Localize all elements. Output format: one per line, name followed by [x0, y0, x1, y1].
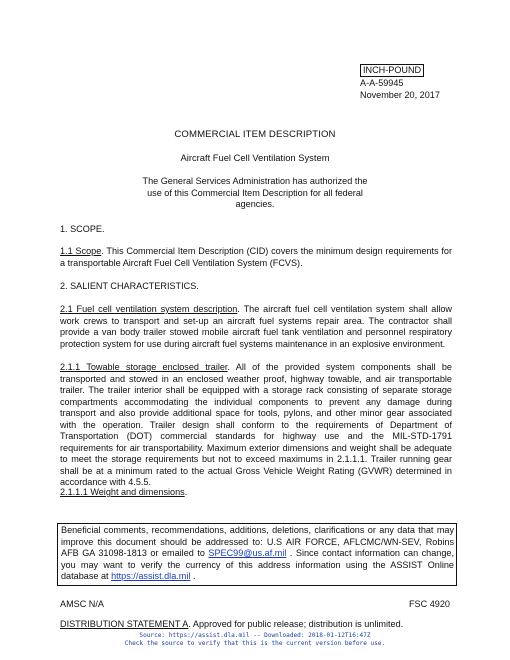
amsc-label: AMSC N/A [60, 599, 104, 609]
comments-box: Beneficial comments, recommendations, additions, deletions, clarifications or any data that may improve this document should be addressed to: U.S AIR FORCE, AFLCMC/WN-SEV, Robins AFB GA 31098-1813 or emailed to SPEC99@us.af.mil . Since contact information can change, you may want to verify the currency of this address information using the ASSIST Online database at https://assist.dla.mil . [57, 523, 457, 586]
section-1-1 [60, 246, 452, 269]
page-subtitle: Aircraft Fuel Cell Ventilation System [180, 152, 330, 163]
page-title: COMMERCIAL ITEM DESCRIPTION [174, 129, 336, 140]
section-2-1-1 [60, 362, 452, 489]
distribution-label: DISTRIBUTION STATEMENT A [60, 619, 189, 629]
inch-pound-label: INCH-POUND [360, 64, 424, 77]
distribution-statement [60, 619, 460, 631]
verify-line: Check the source to verify that this is the current version before use. [124, 640, 386, 647]
section-2-1-1-label: 2.1.1 Towable storage enclosed trailer [60, 362, 228, 372]
section-2-1-1-text: . All of the provided system components shall be transported and stowed in an enclosed weather proof, highway towable, and air transportable trailer. The trailer interior shall be equipped with a storage rack consisting of separate storage compartments accommodating the individual components to prevent any damage during transport and also provide additional space for tools, pylons, and other minor gear associated with the operation. Trailer design shall conform to the requirements of Department of Transportation (DOT) commercial standards for highway use and the MIL-STD-1791 requirements for air transportability. Maximum exterior dimensions and weight shall be adequate to meet the storage requirements but not to exceed maximums in 2.1.1.1. Trailer running gear shall be at a minimum rated to the actual Gross Vehicle Weight Rating (GVWR) determined in accordance with 4.5.5. [60, 362, 452, 487]
authorization-note: The General Services Administration has authorized the use of this Commercial Item Description for all federal agencies. [142, 176, 368, 209]
contact-email-link[interactable]: SPEC99@us.af.mil [208, 548, 287, 558]
scope-heading: 1. SCOPE. [60, 224, 105, 234]
section-2-1-text: . The aircraft fuel cell ventilation system shall allow work crews to transport and set-up an aircraft fuel systems repair area. The contractor shall provide a van body trailer stowed mobile aircraft fuel tank ventilation and personnel respiratory protection system for use during aircraft fuel systems maintenance in an explosive environment. [60, 304, 452, 349]
doc-number: A-A-59945 [360, 78, 404, 88]
section-2-1-label: 2.1 Fuel cell ventilation system description [60, 304, 238, 314]
salient-heading: 2. SALIENT CHARACTERISTICS. [60, 281, 199, 291]
distribution-text: . Approved for public release; distribution is unlimited. [188, 619, 404, 629]
doc-date: November 20, 2017 [360, 89, 440, 100]
assist-database-link[interactable]: https://assist.dla.mil [111, 571, 191, 581]
section-2-1-1-1: 2.1.1.1 Weight and dimensions. [60, 487, 188, 497]
section-1-1-text: . This Commercial Item Description (CID) covers the minimum design requirements for a transportable Aircraft Fuel Cell Ventilation System (FCVS). [60, 246, 452, 268]
comments-text: Beneficial comments, recommendations, additions, deletions, clarifications or any data that may improve this document should be addressed to: U.S AIR FORCE, AFLCMC/WN-SEV, Robins AFB GA 31098-1813 or emailed to [61, 525, 454, 558]
document-header [360, 60, 480, 101]
section-1-1-label: 1.1 Scope [60, 246, 102, 256]
section-2-1-1-1-label: 2.1.1.1 Weight and dimensions [60, 487, 185, 497]
source-line: Source: https://assist.dla.mil -- Downloaded: 2018-01-12T16:47Z [139, 632, 371, 639]
fsc-label: FSC 4920 [409, 599, 450, 609]
section-2-1 [60, 304, 452, 350]
